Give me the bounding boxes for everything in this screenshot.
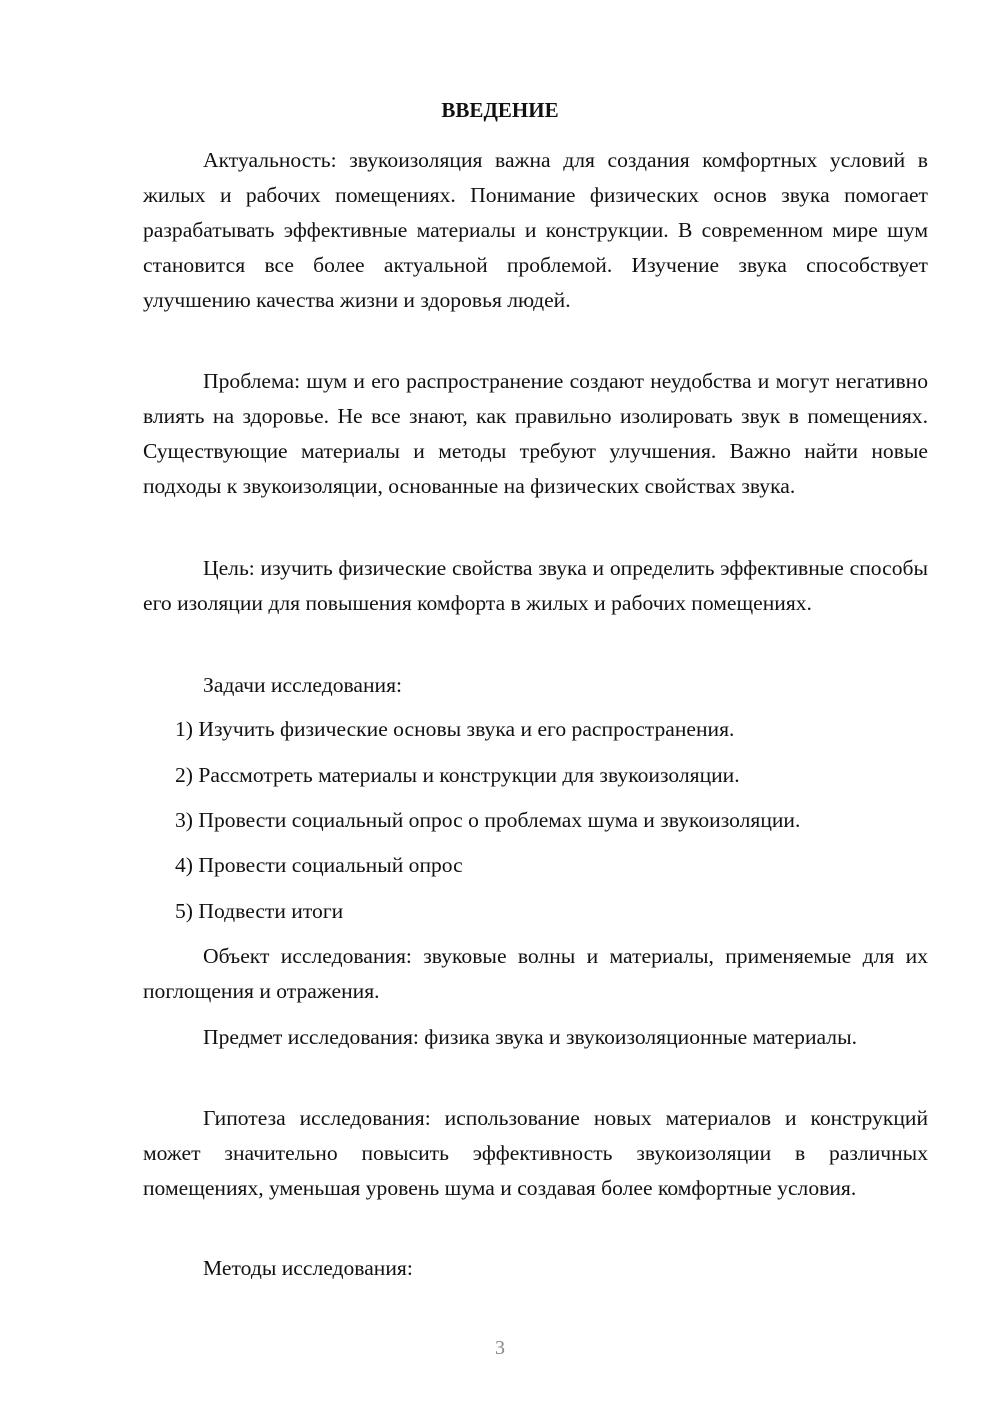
task-item: 3) Провести социальный опрос о проблемах шума и звукоизоляции. bbox=[175, 808, 801, 832]
page-heading: ВВЕДЕНИЕ bbox=[441, 98, 559, 122]
paragraph-goal: Цель: изучить физические свойства звука и определить эффективные способы его изоляции для повышения комфорта в жилых и рабочих помещениях. bbox=[143, 556, 928, 615]
tasks-intro: Задачи исследования: bbox=[203, 673, 403, 697]
page-number: 3 bbox=[495, 1337, 505, 1359]
paragraph-hypothesis: Гипотеза исследования: использование новых материалов и конструкций может значительно повысить эффективность звукоизоляции в различных помещениях, уменьшая уровень шума и создавая более комфортные условия. bbox=[143, 1106, 928, 1200]
task-item: 2) Рассмотреть материалы и конструкции для звукоизоляции. bbox=[175, 763, 740, 787]
paragraph-problem: Проблема: шум и его распространение создают неудобства и могут негативно влиять на здоровье. Не все знают, как правильно изолировать звук в помещениях. Существующие материалы и методы требуют улучшения. Важно найти новые подходы к звукоизоляции, основанные на физических свойствах звука. bbox=[143, 369, 928, 498]
paragraph-object: Объект исследования: звуковые волны и материалы, применяемые для их поглощения и отражения. bbox=[143, 944, 928, 1003]
task-item: 1) Изучить физические основы звука и его распространения. bbox=[175, 717, 735, 741]
paragraph-relevance: Актуальность: звукоизоляция важна для создания комфортных условий в жилых и рабочих помещениях. Понимание физических основ звука помогает разрабатывать эффективные материалы и конструкции. В современном мире шум становится все более актуальной проблемой. Изучение звука способствует улучшению качества жизни и здоровья людей. bbox=[143, 148, 928, 312]
methods-heading: Методы исследования: bbox=[203, 1256, 413, 1280]
task-item: 4) Провести социальный опрос bbox=[175, 853, 463, 877]
paragraph-subject: Предмет исследования: физика звука и звукоизоляционные материалы. bbox=[203, 1025, 857, 1049]
task-item: 5) Подвести итоги bbox=[175, 899, 344, 923]
